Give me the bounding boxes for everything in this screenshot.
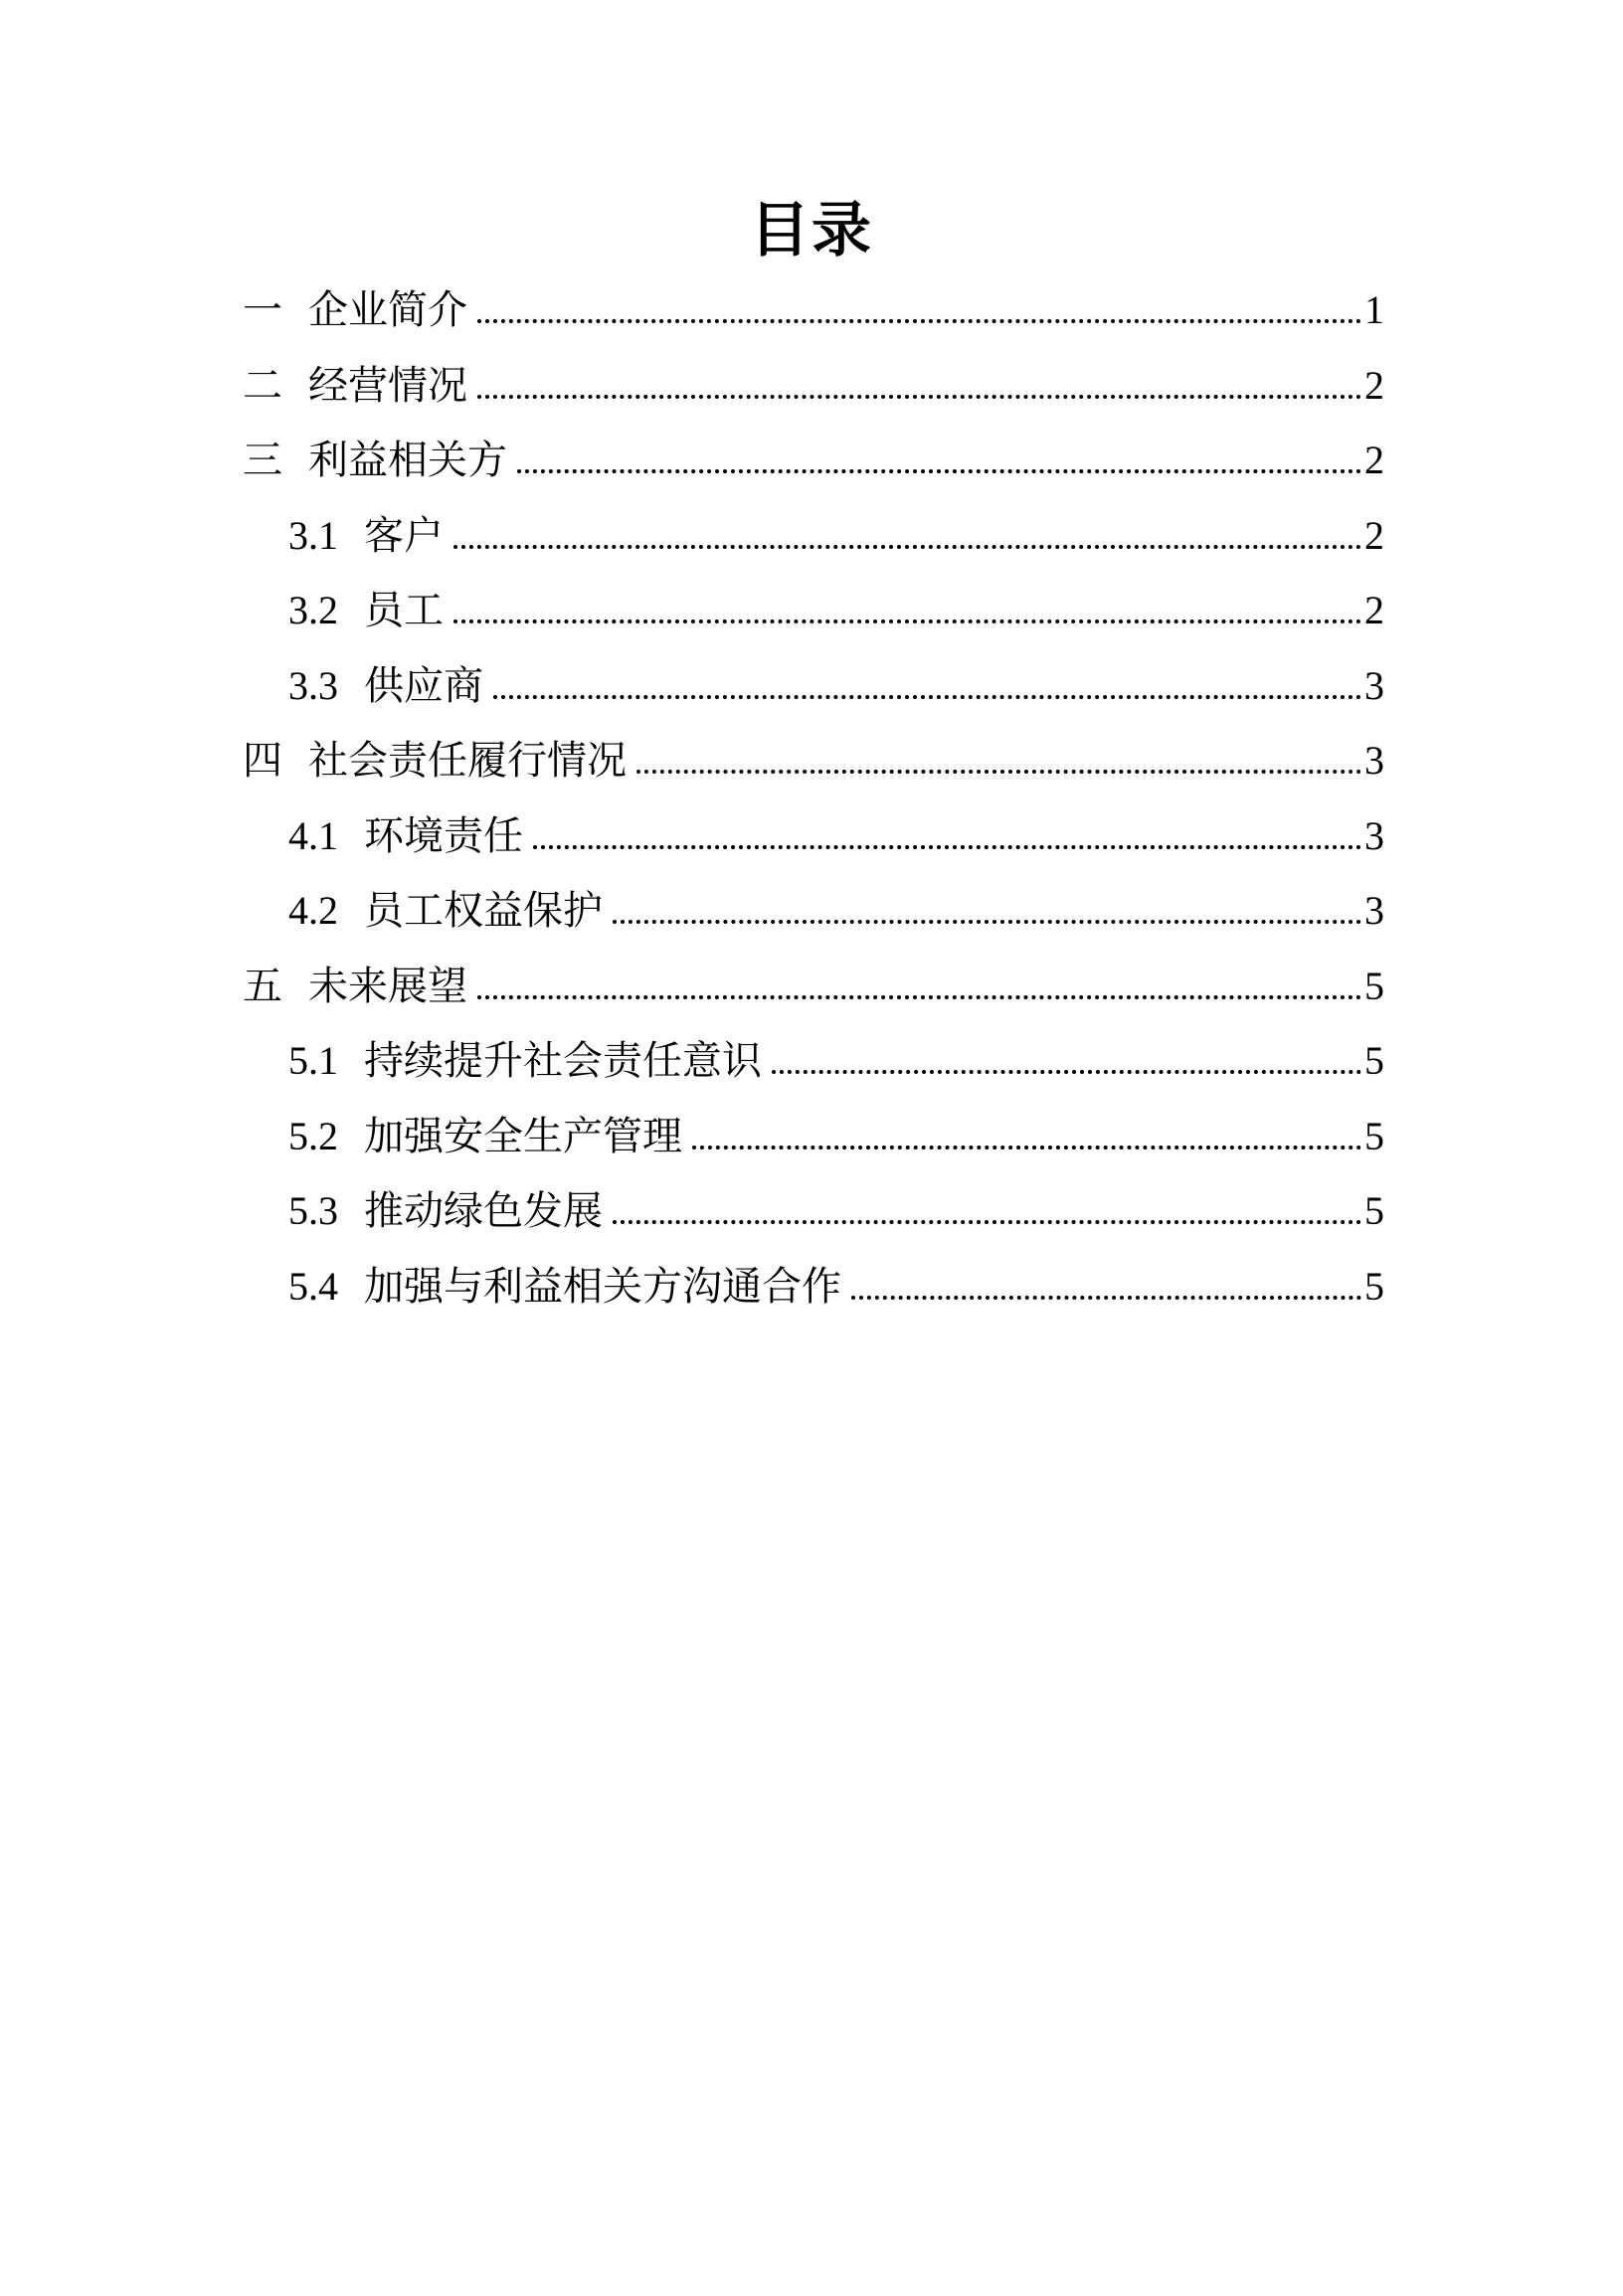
toc-dot-leader (613, 1215, 1361, 1224)
toc-entry-number: 3.2 (288, 588, 338, 632)
toc-entry[interactable] (243, 498, 1384, 574)
toc-entry-label: 社会责任履行情况 (308, 738, 627, 783)
toc-entry[interactable] (243, 348, 1384, 424)
toc-dot-leader (613, 915, 1361, 924)
toc-entry-page: 1 (1364, 287, 1384, 332)
toc-entry-page: 3 (1364, 812, 1384, 858)
toc-entry-label: 加强与利益相关方沟通合作 (364, 1263, 841, 1309)
toc-dot-leader (517, 464, 1361, 473)
toc-entry[interactable] (243, 1249, 1384, 1325)
toc-entry-number: 三 (243, 438, 282, 482)
toc-entry-page: 5 (1364, 1263, 1384, 1309)
toc-entry-label: 未来展望 (308, 963, 467, 1008)
toc-entry-label: 供应商 (364, 662, 483, 708)
toc-entry-number: 5.2 (288, 1113, 338, 1158)
toc-entry[interactable] (243, 798, 1384, 874)
toc-entry-page: 2 (1364, 588, 1384, 632)
toc-entry[interactable] (243, 1099, 1384, 1174)
toc-entry-label: 客户 (364, 512, 444, 558)
toc-dot-leader (493, 690, 1361, 699)
toc-entry-label: 加强安全生产管理 (364, 1113, 682, 1158)
toc-entry-page: 5 (1364, 1188, 1384, 1233)
toc-entry[interactable] (243, 1173, 1384, 1249)
toc-dot-leader (477, 314, 1361, 323)
table-of-contents (243, 272, 1384, 1324)
toc-entry[interactable] (243, 648, 1384, 724)
toc-entry-label: 经营情况 (308, 362, 467, 408)
toc-entry-label: 推动绿色发展 (364, 1188, 603, 1233)
toc-entry-page: 5 (1364, 1038, 1384, 1083)
toc-dot-leader (533, 840, 1361, 849)
page-title: 目录 (750, 198, 873, 264)
toc-entry[interactable] (243, 1023, 1384, 1099)
toc-entry-number: 3.3 (288, 662, 338, 708)
toc-entry-label: 企业简介 (308, 287, 467, 332)
toc-entry-number: 一 (243, 287, 282, 332)
toc-entry-number: 4.1 (288, 812, 338, 858)
toc-entry-page: 3 (1364, 662, 1384, 708)
toc-entry-page: 2 (1364, 362, 1384, 408)
toc-entry-number: 4.2 (288, 888, 338, 933)
toc-entry-page: 5 (1364, 1113, 1384, 1158)
toc-dot-leader (851, 1291, 1361, 1300)
toc-entry-page: 3 (1364, 888, 1384, 933)
toc-entry-page: 5 (1364, 963, 1384, 1008)
toc-entry[interactable] (243, 423, 1384, 498)
toc-entry-page: 2 (1364, 438, 1384, 482)
toc-entry-number: 五 (243, 963, 282, 1008)
toc-entry[interactable] (243, 272, 1384, 348)
toc-dot-leader (453, 540, 1361, 549)
toc-dot-leader (692, 1141, 1361, 1149)
toc-entry-page: 3 (1364, 738, 1384, 783)
toc-dot-leader (772, 1065, 1361, 1074)
toc-entry-page: 2 (1364, 512, 1384, 558)
toc-dot-leader (477, 390, 1361, 399)
toc-entry-number: 四 (243, 738, 282, 783)
toc-entry-label: 员工权益保护 (364, 888, 603, 933)
toc-entry-label: 持续提升社会责任意识 (364, 1038, 762, 1083)
toc-dot-leader (636, 765, 1361, 774)
toc-entry[interactable] (243, 873, 1384, 949)
toc-entry-number: 5.4 (288, 1263, 338, 1309)
toc-dot-leader (477, 990, 1361, 999)
toc-entry[interactable] (243, 949, 1384, 1024)
toc-entry-label: 利益相关方 (308, 438, 507, 482)
toc-entry[interactable] (243, 573, 1384, 648)
toc-entry-number: 3.1 (288, 512, 338, 558)
toc-entry-number: 5.3 (288, 1188, 338, 1233)
toc-entry-label: 环境责任 (364, 812, 523, 858)
toc-entry-number: 二 (243, 362, 282, 408)
toc-dot-leader (453, 615, 1361, 623)
toc-entry[interactable] (243, 723, 1384, 798)
toc-entry-label: 员工 (364, 588, 444, 632)
toc-entry-number: 5.1 (288, 1038, 338, 1083)
